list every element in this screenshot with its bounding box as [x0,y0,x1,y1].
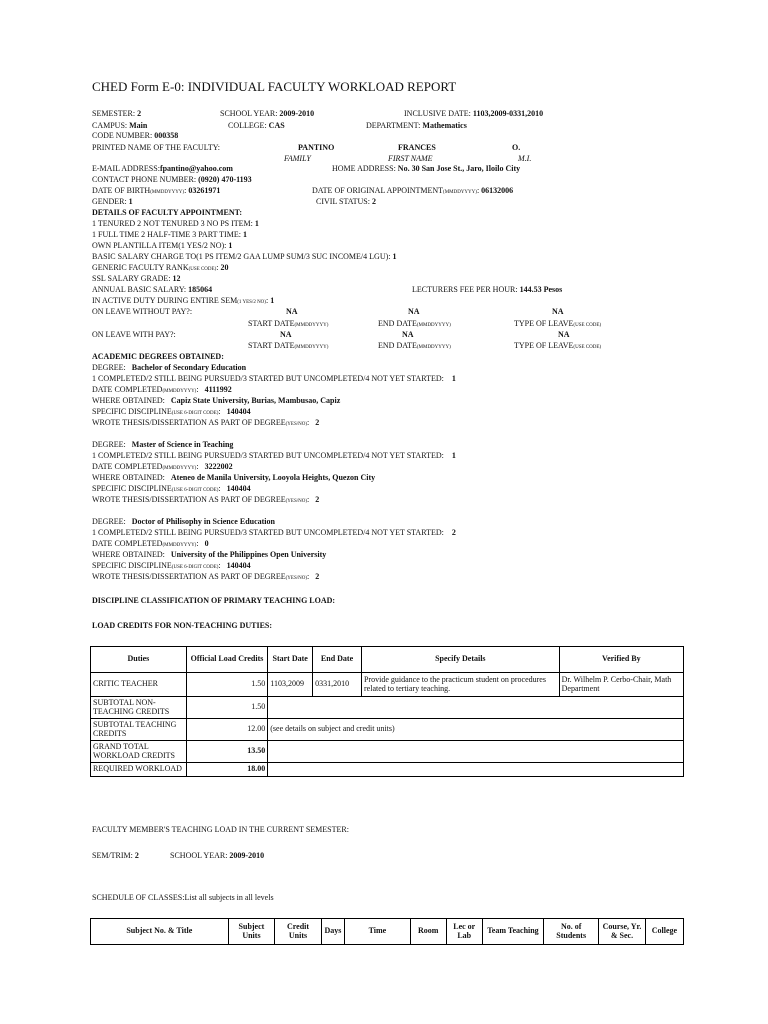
first-name-caption: FIRST NAME [388,154,433,163]
code-number-field: CODE NUMBER: 000358 [92,131,179,140]
label-cell: SUBTOTAL NON-TEACHING CREDITS [91,697,187,719]
column-header: Credit Units [275,919,322,945]
column-header: Days [321,919,344,945]
family-name: PANTINO [298,143,335,152]
contact-field: CONTACT PHONE NUMBER: (0920) 470-1193 [92,175,252,184]
credits-cell: 1.50 [186,673,268,697]
leave-wo-end-label: END DATE(MMDDYYYY) [378,319,451,328]
civil-status-field: CIVIL STATUS: 2 [316,197,376,206]
inclusive-date-field: INCLUSIVE DATE: 1103,2009-0331,2010 [404,109,544,118]
column-header: Subject No. & Title [91,919,229,945]
middle-initial: O. [512,143,521,152]
table-row [91,741,684,763]
duty-cell: CRITIC TEACHER [91,673,187,697]
leave-with-pay-label: ON LEAVE WITH PAY?: [92,330,176,339]
column-header: Lec or Lab [446,919,482,945]
value-cell: 18.00 [186,763,268,777]
column-header: Team Teaching [482,919,543,945]
column-header: Verified By [559,647,683,673]
leave-w-type-label: TYPE OF LEAVE(USE CODE) [514,341,602,350]
degree-name: Master of Science in Teaching [131,440,234,449]
table-row [91,719,684,741]
family-caption: FAMILY [284,154,311,163]
department-field: DEPARTMENT: Mathematics [366,121,467,130]
column-header: Specify Details [362,647,560,673]
leave-w-start-value: NA [280,330,292,339]
column-header: Course, Yr. & Sec. [599,919,646,945]
annual-salary-field: ANNUAL BASIC SALARY: 185064 [92,285,213,294]
leave-w-type-value: NA [558,330,570,339]
lecturer-fee-field: LECTURERS FEE PER HOUR: 144.53 Pesos [412,285,563,294]
verified-cell: Dr. Wilhelm P. Cerbo-Chair, Math Department [559,673,683,697]
school-year-field: SCHOOL YEAR: 2009-2010 [220,109,315,118]
dob-field: DATE OF BIRTH(MMDDYYYY): 03261971 [92,186,221,195]
semester-field: SEMESTER: 2 [92,109,142,118]
leave-without-pay-label: ON LEAVE WITHOUT PAY?: [92,307,193,316]
degree-name: Bachelor of Secondary Education [131,363,247,372]
mi-caption: M.I. [518,154,532,163]
column-header: Time [345,919,411,945]
table-header-row [91,647,684,673]
leave-wo-end-value: NA [408,307,420,316]
first-name: FRANCES [398,143,436,152]
discipline-heading: DISCIPLINE CLASSIFICATION OF PRIMARY TEACHING LOAD: [92,596,336,605]
degree-name: Doctor of Philisophy in Science Education [131,517,275,526]
teaching-load-heading: FACULTY MEMBER'S TEACHING LOAD IN THE CURRENT SEMESTER: [92,825,349,834]
home-address-field: HOME ADDRESS: No. 30 San Jose St., Jaro, Iloilo City [332,164,521,173]
table-row [91,697,684,719]
campus-field: CAMPUS: Main [92,121,148,130]
details-cell: Provide guidance to the practicum student on procedures related to tertiary teaching. [362,673,560,697]
tenured-field: 1 TENURED 2 NOT TENURED 3 NO PS ITEM: 1 [92,219,259,228]
original-appointment-field: DATE OF ORIGINAL APPOINTMENT(MMDDYYYY): 06132006 [312,186,514,195]
plantilla-field: OWN PLANTILLA ITEM(1 YES/2 NO): 1 [92,241,233,250]
column-header: Start Date [268,647,313,673]
load-credits-heading: LOAD CREDITS FOR NON-TEACHING DUTIES: [92,621,273,630]
leave-wo-start-value: NA [286,307,298,316]
load-credits-table [90,646,684,777]
label-cell: REQUIRED WORKLOAD [91,763,187,777]
value-cell: 12.00 [186,719,268,741]
column-header: End Date [313,647,362,673]
leave-wo-type-value: NA [552,307,564,316]
table-header-row [91,919,684,945]
page-title: CHED Form E-0: INDIVIDUAL FACULTY WORKLOAD REPORT [92,79,457,94]
end-date-cell: 0331,2010 [313,673,362,697]
column-header: Duties [91,647,187,673]
note-cell: (see details on subject and credit units) [268,719,684,741]
table-row [91,673,684,697]
value-cell: 1.50 [186,697,268,719]
gender-field: GENDER: 1 [92,197,133,206]
rank-field: GENERIC FACULTY RANK(USE CODE): 20 [92,263,229,272]
leave-w-end-label: END DATE(MMDDYYYY) [378,341,451,350]
schedule-table [90,918,684,945]
schedule-heading: SCHEDULE OF CLASSES:List all subjects in all levels [92,893,274,902]
column-header: Room [410,919,446,945]
column-header: College [645,919,683,945]
column-header: No. of Students [544,919,599,945]
college-field: COLLEGE: CAS [228,121,285,130]
label-cell: SUBTOTAL TEACHING CREDITS [91,719,187,741]
value-cell: 13.50 [186,741,268,763]
leave-wo-type-label: TYPE OF LEAVE(USE CODE) [514,319,602,328]
column-header: Official Load Credits [186,647,268,673]
degrees-heading: ACADEMIC DEGREES OBTAINED: [92,352,224,361]
leave-w-end-value: NA [402,330,414,339]
leave-wo-start-label: START DATE(MMDDYYYY) [248,319,329,328]
start-date-cell: 1103,2009 [268,673,313,697]
leave-w-start-label: START DATE(MMDDYYYY) [248,341,329,350]
salary-charge-field: BASIC SALARY CHARGE TO(1 PS ITEM/2 GAA LUMP SUM/3 SUC INCOME/4 LGU): 1 [92,252,397,261]
fulltime-field: 1 FULL TIME 2 HALF-TIME 3 PART TIME: 1 [92,230,247,239]
column-header: Subject Units [228,919,275,945]
sem-trim-field: SEM/TRIM: 2 [92,851,139,860]
ssl-field: SSL SALARY GRADE: 12 [92,274,181,283]
school-year-field-2: SCHOOL YEAR: 2009-2010 [170,851,265,860]
label-cell: GRAND TOTAL WORKLOAD CREDITS [91,741,187,763]
appointment-heading: DETAILS OF FACULTY APPOINTMENT: [92,208,243,217]
table-row [91,763,684,777]
active-duty-field: IN ACTIVE DUTY DURING ENTIRE SEM(1 YES/2 NO): 1 [92,296,275,305]
email-field: E-MAIL ADDRESS:fpantino@yahoo.com [92,164,233,173]
printed-name-label: PRINTED NAME OF THE FACULTY: [92,143,221,152]
